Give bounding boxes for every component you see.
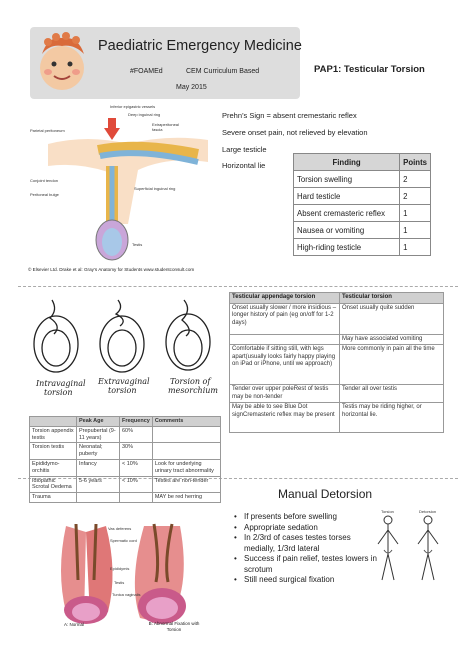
table-row <box>230 334 444 345</box>
torsion-types-diagram <box>24 296 222 408</box>
table-cell: Tender over upper poleRest of testis may be non-tender <box>230 385 340 403</box>
table-cell: Infancy <box>77 459 120 476</box>
table-header-cell: Peak Age <box>77 417 120 427</box>
table-cell: MAY be red herring <box>152 493 220 503</box>
table-header-cell: Finding <box>294 154 400 171</box>
manual-detorsion-title: Manual Detorsion <box>278 487 373 501</box>
label-fascia: fascia <box>152 127 163 132</box>
table-cell: Epididymo-orchitis <box>30 459 77 476</box>
table-header-cell: Frequency <box>120 417 153 427</box>
table-row <box>230 385 444 403</box>
table-cell <box>230 334 340 345</box>
label-extravaginal: Extravaginal <box>98 377 150 386</box>
detorsion-figures <box>368 510 448 590</box>
table-header-cell: Testicular appendage torsion <box>230 293 340 304</box>
table-header-cell <box>30 417 77 427</box>
list-item: • If presents before swelling <box>234 512 382 523</box>
table-row <box>294 205 431 222</box>
sign-severe-pain: Severe onset pain, not relieved by elevation <box>222 128 368 137</box>
finding-cell: Hard testicle <box>294 188 400 205</box>
table-cell: Testes are non-tender <box>152 476 220 493</box>
label-spermatic-cord: Spermatic cord <box>110 538 137 543</box>
table-cell: Comfortable if sitting still, with legs apart(usually looks fairly happy playing on iPad or iPhone, until we approach) <box>230 345 340 385</box>
table-header-row <box>30 417 221 427</box>
table-row <box>294 239 431 256</box>
table-cell: Prepubertal (9-11 years) <box>77 426 120 443</box>
table-header-row <box>294 154 431 171</box>
list-item: • Success if pain relief, testes lowers in scrotum <box>234 554 382 575</box>
table-cell: Trauma <box>30 493 77 503</box>
label-vas-deferens: Vas deferens <box>108 526 132 531</box>
sign-horizontal-lie: Horizontal lie <box>222 161 266 170</box>
list-item: • Appropriate sedation <box>234 523 382 534</box>
table-cell: Torsion testis <box>30 443 77 460</box>
finding-cell: Nausea or vomiting <box>294 222 400 239</box>
points-cell: 1 <box>400 205 431 222</box>
table-header-cell: Points <box>400 154 431 171</box>
table-row <box>294 171 431 188</box>
table-cell: Tender all over testis <box>340 385 444 403</box>
table-header-cell: Comments <box>152 417 220 427</box>
table-cell: 5-6 years <box>77 476 120 493</box>
differential-age-table <box>29 416 221 503</box>
points-cell: 1 <box>400 222 431 239</box>
table-cell <box>152 426 220 443</box>
table-row <box>30 493 221 503</box>
finding-cell: Absent cremasteric reflex <box>294 205 400 222</box>
page-title: PAP1: Testicular Torsion <box>314 64 425 75</box>
table-cell: More commonly in pain all the time <box>340 345 444 385</box>
label-peritoneal: Peritoneal bulge <box>30 192 59 197</box>
label-torsion-of: Torsion of <box>170 377 211 386</box>
table-row <box>294 222 431 239</box>
table-cell: Testis may be riding higher, or horizontal lie. <box>340 403 444 433</box>
sign-large-testicle: Large testicle <box>222 145 267 154</box>
table-header-row <box>230 293 444 304</box>
table-cell: Onset usually slower / more insidious – longer history of pain (eg on/off for 1-2 days) <box>230 303 340 334</box>
inguinal-anatomy-diagram <box>28 104 218 264</box>
label-conjoint: Conjoint tendon <box>30 178 59 183</box>
header-tag: #FOAMEd <box>130 68 163 75</box>
label-parietal: Parietal peritoneum <box>30 128 65 133</box>
table-row <box>294 188 431 205</box>
table-row <box>230 345 444 385</box>
table-cell: Look for underlying urinary tract abnormality <box>152 459 220 476</box>
manual-detorsion-list <box>234 512 382 586</box>
caption-abnormal: B: Abnormal Fixation with Torsion <box>148 621 200 632</box>
arrow-icon <box>104 118 120 140</box>
figure-credit: © Elsevier Ltd. Drake et al: Gray’s Anatomy for Students www.studentconsult.com <box>28 267 195 272</box>
table-row <box>230 303 444 334</box>
label-extravaginal-torsion: torsion <box>108 386 137 395</box>
table-cell: May have associated vomiting <box>340 334 444 345</box>
table-cell: < 10% <box>120 459 153 476</box>
findings-table <box>293 153 431 256</box>
header-date: May 2015 <box>176 84 207 91</box>
table-cell: 60% <box>120 426 153 443</box>
label-testis: Testis <box>132 242 143 247</box>
appendage-comparison-table <box>229 292 444 433</box>
label-inf-epigastric: Inferior epigastric vessels <box>110 104 156 109</box>
points-cell: 2 <box>400 188 431 205</box>
label-intravaginal: Intravaginal <box>36 379 86 388</box>
baby-face-logo <box>34 30 90 94</box>
label-epididymis: Epididymis <box>110 566 130 571</box>
table-cell: Torsion appendix testis <box>30 426 77 443</box>
table-cell <box>152 443 220 460</box>
points-cell: 1 <box>400 239 431 256</box>
table-row <box>30 426 221 443</box>
header-title: Paediatric Emergency Medicine <box>98 38 302 54</box>
points-cell: 2 <box>400 171 431 188</box>
label-mesorchium: mesorchium <box>168 386 218 395</box>
table-cell: Onset usually quite sudden <box>340 303 444 334</box>
table-cell: May be able to see Blue Dot signCremasteric reflex may be present <box>230 403 340 433</box>
divider <box>18 286 458 287</box>
table-cell <box>120 493 153 503</box>
table-row <box>30 459 221 476</box>
table-cell: Idiopathic Scrotal Oedema <box>30 476 77 493</box>
table-row <box>230 403 444 433</box>
label-detorsion-fig: Detorsion <box>419 510 437 514</box>
finding-cell: Torsion swelling <box>294 171 400 188</box>
sign-prehn: Prehn’s Sign = absent cremestaric reflex <box>222 111 357 120</box>
label-torsion-fig: Torsion <box>381 510 394 514</box>
label-extraperitoneal: Extraperitoneal <box>152 122 179 127</box>
table-row <box>30 443 221 460</box>
label-intravaginal-torsion: torsion <box>44 388 73 397</box>
table-cell: 30% <box>120 443 153 460</box>
header-curriculum: CEM Curriculum Based <box>186 68 260 75</box>
caption-normal: A: Normal <box>64 622 85 627</box>
table-cell <box>77 493 120 503</box>
table-header-cell: Testicular torsion <box>340 293 444 304</box>
label-deep-ring: Deep inguinal ring <box>128 112 161 117</box>
label-superficial: Superficial inguinal ring <box>134 186 176 191</box>
label-testis-bottom: Testis <box>114 580 125 585</box>
label-tunica-vaginalis: Tunica vaginalis <box>112 592 141 597</box>
finding-cell: High-riding testicle <box>294 239 400 256</box>
table-cell: Neonatal; puberty <box>77 443 120 460</box>
list-item: • In 2/3rd of cases testes torses medially, 1/3rd lateral <box>234 533 382 554</box>
list-item: • Still need surgical fixation <box>234 575 382 586</box>
table-cell: < 10% <box>120 476 153 493</box>
table-row <box>30 476 221 493</box>
